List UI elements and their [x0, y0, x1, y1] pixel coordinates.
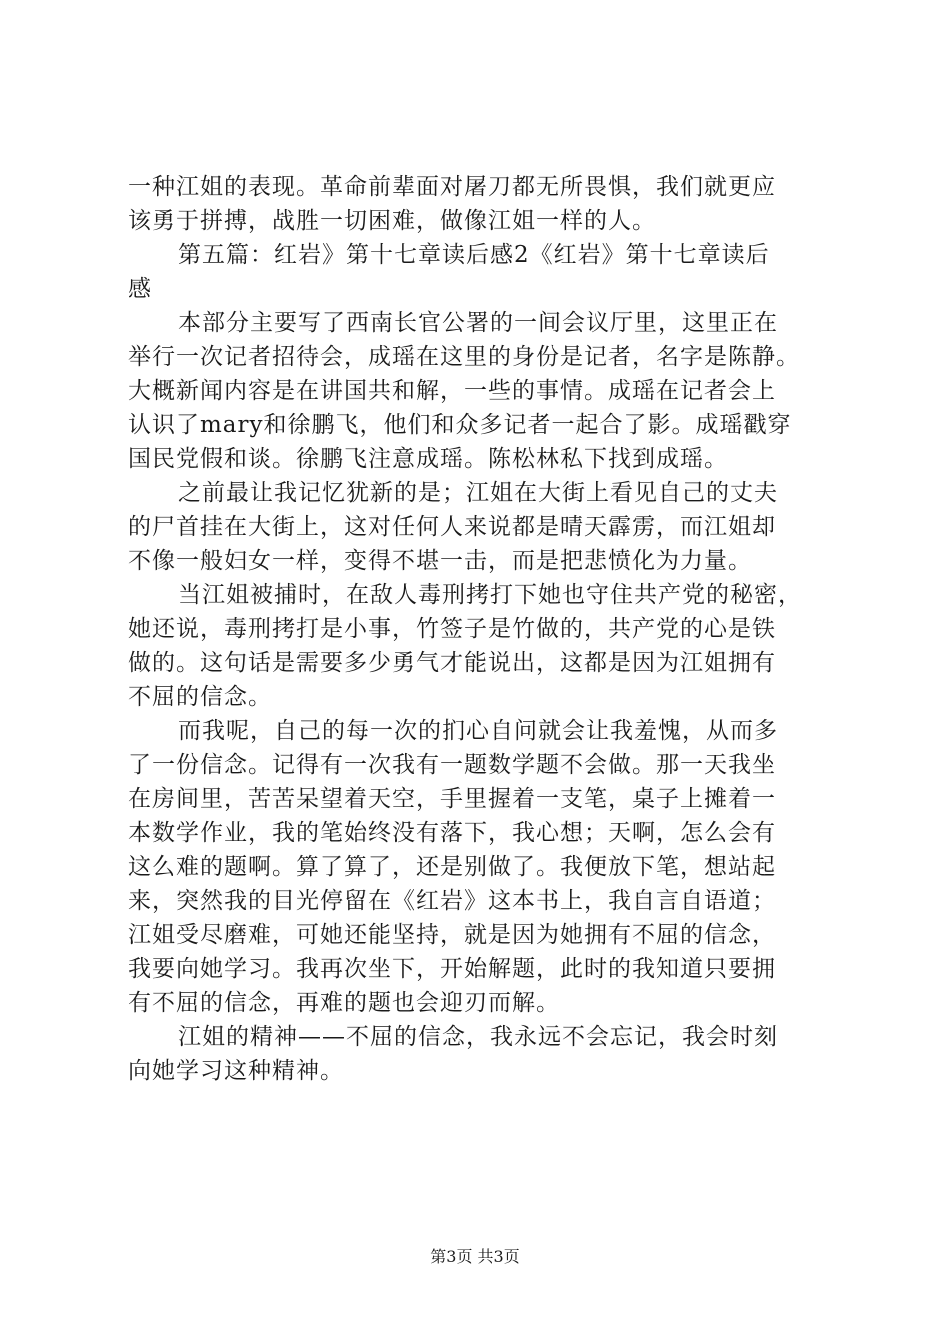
- paragraph-husband: 之前最让我记忆犹新的是；江姐在大街上看见自己的丈夫 的尸首挂在大街上，这对任何人来说都是晴天霹雳，而江姐却 不像一般妇女一样，变得不堪一击，而是把悲愤化为力量。: [128, 480, 778, 574]
- paragraph-math-homework: 而我呢，自己的每一次的扪心自问就会让我羞愧，从而多 了一份信念。记得有一次我有一题数学题不会做。那一天我坐 在房间里，苦苦呆望着天空，手里握着一支笔，桌子上摊着一 本数学作业，我的笔始终没有落下，我心想；天啊，怎么会有 这么难的题啊。算了算了，还是别做了。我便放下笔，想站起 来，突然我的目光停留在《红岩》这本书上，我自言自语道； 江姐受尽磨难，可她还能坚持，就是因为她拥有不屈的信念， 我要向她学习。我再次坐下，开始解题，此时的我知道只要拥 有不屈的信念，再难的题也会迎刃而解。: [128, 718, 778, 1016]
- page-number-footer: 第3页 共3页: [430, 1247, 520, 1266]
- paragraph-arrest: 当江姐被捕时，在敌人毒刑拷打下她也守住共产党的秘密， 她还说，毒刑拷打是小事，竹签子是竹做的，共产党的心是铁 做的。这句话是需要多少勇气才能说出，这都是因为江姐拥有 不屈的信念。: [128, 582, 802, 710]
- paragraph-conclusion: 江姐的精神——不屈的信念，我永远不会忘记，我会时刻 向她学习这种精神。: [128, 1024, 778, 1084]
- section-heading: 第五篇：红岩》第十七章读后感2《红岩》第十七章读后 感: [128, 242, 770, 302]
- paragraph-press-conference: 本部分主要写了西南长官公署的一间会议厅里，这里正在 举行一次记者招待会，成瑶在这里的身份是记者，名字是陈静。 大概新闻内容是在讲国共和解，一些的事情。成瑶在记者会上 认识了mary和徐鹏飞，他们和众多记者一起合了影。成瑶戳穿 国民党假和谈。徐鹏飞注意成瑶。陈松林私下找到成瑶。: [128, 310, 800, 472]
- document-body: [128, 170, 840, 1088]
- paragraph-continuation: 一种江姐的表现。革命前辈面对屠刀都无所畏惧，我们就更应 该勇于拼搏，战胜一切困难，做像江姐一样的人。: [128, 174, 776, 234]
